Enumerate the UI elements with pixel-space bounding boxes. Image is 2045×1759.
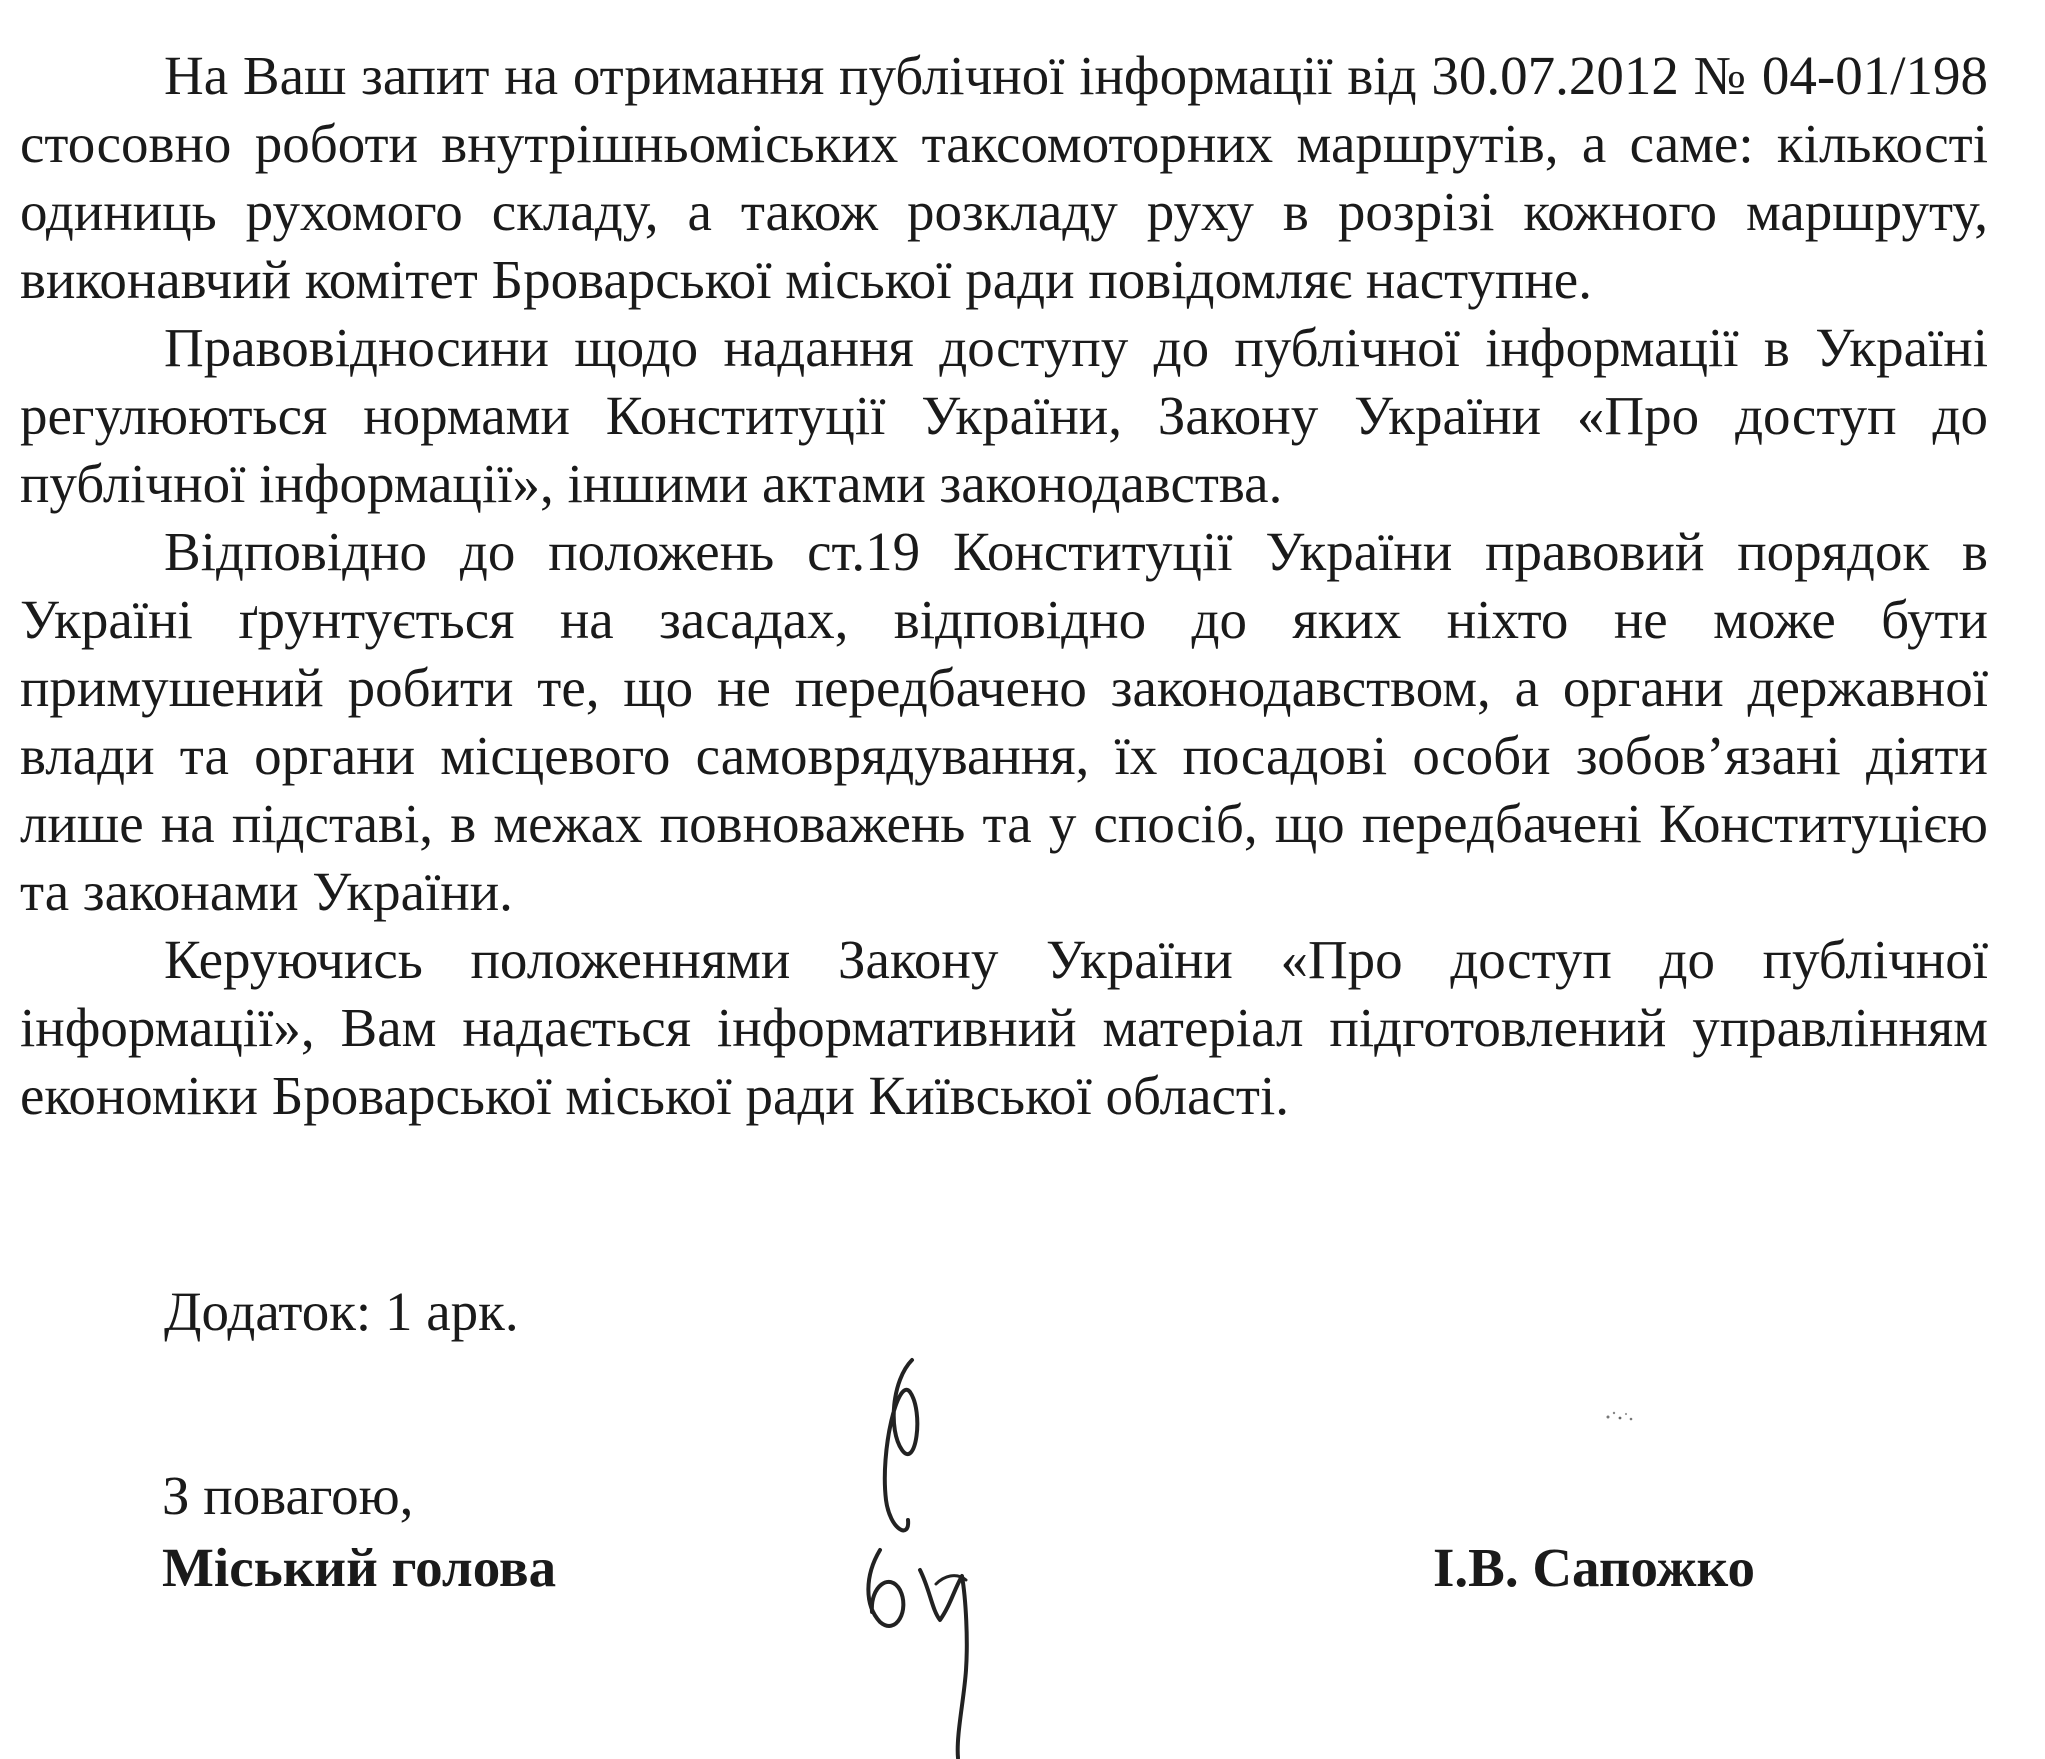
letter-body	[20, 42, 1988, 1130]
attachment-note: Додаток: 1 арк.	[164, 1281, 519, 1342]
closing-salutation: З повагою,	[162, 1465, 414, 1526]
signatory-name: І.В. Сапожко	[1433, 1537, 1755, 1598]
paragraph-constitution: Відповідно до положень ст.19 Конституції України правовий порядок в Україні ґрунтується на засадах, відповідно до яких ніхто не може бути примушений робити те, що не передбачено законодавством, а органи державної влади та органи місцевого самоврядування, їх посадові особи зобов’язані діяти лише на підставі, в межах повноважень та у спосіб, що передбачені Конституцією та законами України.	[20, 521, 1988, 922]
signature-icon	[840, 1340, 1060, 1759]
scan-noise-icon	[1600, 1405, 1640, 1425]
paragraph-legal-basis: Правовідносини щодо надання доступу до публічної інформації в Україні регулюються нормами Конституції України, Закону України «Про доступ до публічної інформації», іншими актами законодавства.	[20, 317, 1988, 514]
signer-position: Міський голова	[162, 1537, 557, 1598]
paragraph-response: Керуючись положеннями Закону України «Про доступ до публічної інформації», Вам надається інформативний матеріал підготовлений управлінням економіки Броварської міської ради Київської області.	[20, 929, 1988, 1126]
paragraph-request: На Ваш запит на отримання публічної інформації від 30.07.2012 № 04-01/198 стосовно роботи внутрішньоміських таксомоторних маршрутів, а саме: кількості одиниць рухомого складу, а також розкладу руху в розрізі кожного маршруту, виконавчий комітет Броварської міської ради повідомляє наступне.	[20, 45, 1988, 310]
